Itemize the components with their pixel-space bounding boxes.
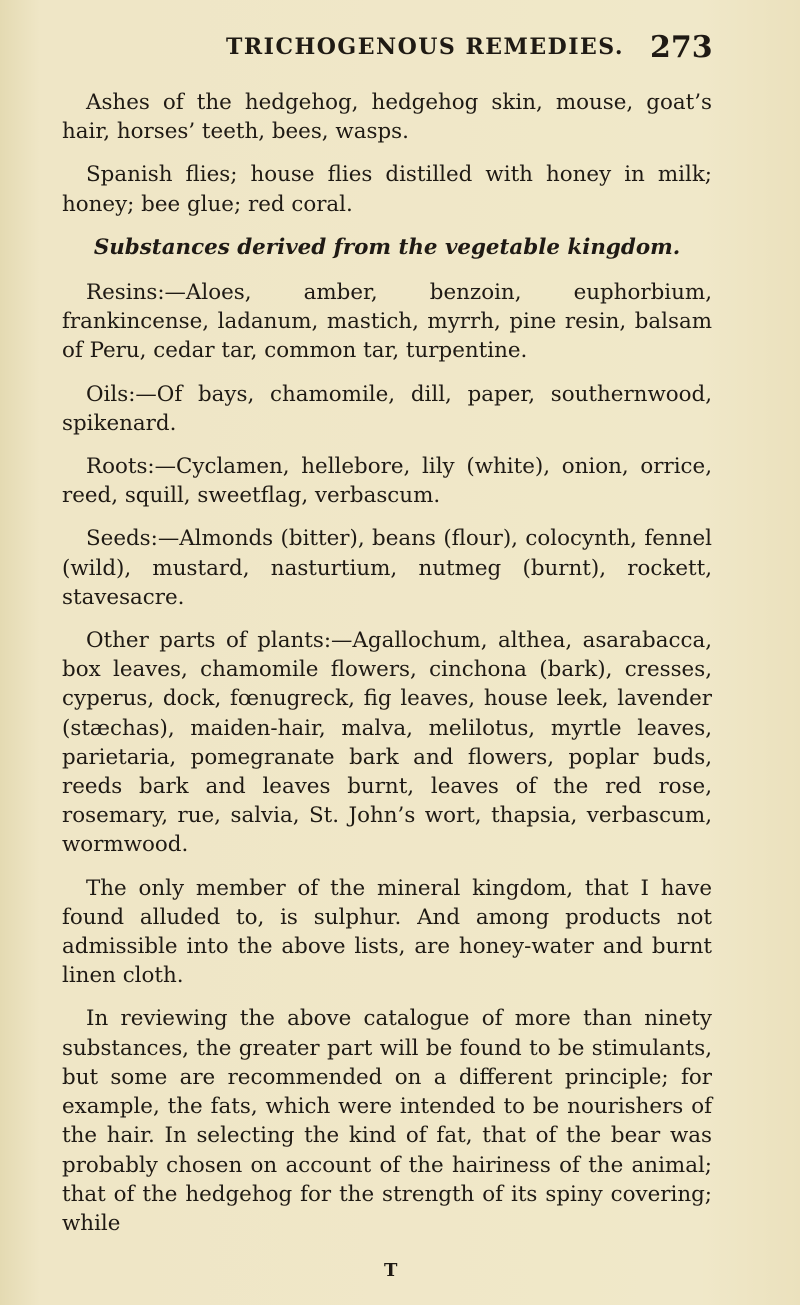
paragraph-review: In reviewing the above catalogue of more than ninety substances, the greater part will be found to be stimulants, but some are recommended on a different principle; for example, the fats, which were intended to be nourishers of the hair. In selecting the kind of fat, that of the bear was probably chosen on account of the hairiness of the animal; that of the hedgehog for the strength of its spiny covering; while <box>62 1006 712 1236</box>
paragraph-other-plant-parts: Other parts of plants:—Agallochum, althea, asarabacca, box leaves, chamomile flowers, cinchona (bark), cresses, cyperus, dock, fœnugreck, fig leaves, house leek, lavender (stæchas), maiden-hair, malva, melilotus, myrtle leaves, parietaria, pomegranate bark and flowers, poplar buds, reeds bark and leaves burnt, leaves of the red rose, rosemary, rue, salvia, St. John’s wort, thapsia, verbascum, wormwood. <box>62 628 712 858</box>
paragraph-animal-substances: Ashes of the hedgehog, hedgehog skin, mouse, goat’s hair, horses’ teeth, bees, wasps. <box>62 90 712 145</box>
body-text <box>62 88 712 1252</box>
paragraph-roots: Roots:—Cyclamen, hellebore, lily (white), onion, orrice, reed, squill, sweetflag, verbascum. <box>62 454 712 509</box>
running-title: TRICHOGENOUS REMEDIES. <box>226 34 625 60</box>
running-head <box>0 30 800 70</box>
signature-mark: T <box>384 1260 398 1281</box>
paragraph-resins: Resins:—Aloes, amber, benzoin, euphorbium, frankincense, ladanum, mastich, myrrh, pine resin, balsam of Peru, cedar tar, common tar, turpentine. <box>62 280 712 364</box>
paragraph-seeds: Seeds:—Almonds (bitter), beans (flour), colocynth, fennel (wild), mustard, nasturtium, nutmeg (burnt), rockett, stavesacre. <box>62 526 712 610</box>
paragraph-mineral-kingdom: The only member of the mineral kingdom, that I have found alluded to, is sulphur. And among products not admissible into the above lists, are honey-water and burnt linen cloth. <box>62 875 712 989</box>
page-number: 273 <box>650 30 713 65</box>
section-heading: Substances derived from the vegetable kingdom. <box>93 234 681 260</box>
paragraph-insects-honey: Spanish flies; house flies distilled with honey in milk; honey; bee glue; red coral. <box>62 162 712 217</box>
paragraph-oils: Oils:—Of bays, chamomile, dill, paper, southernwood, spikenard. <box>62 381 712 436</box>
